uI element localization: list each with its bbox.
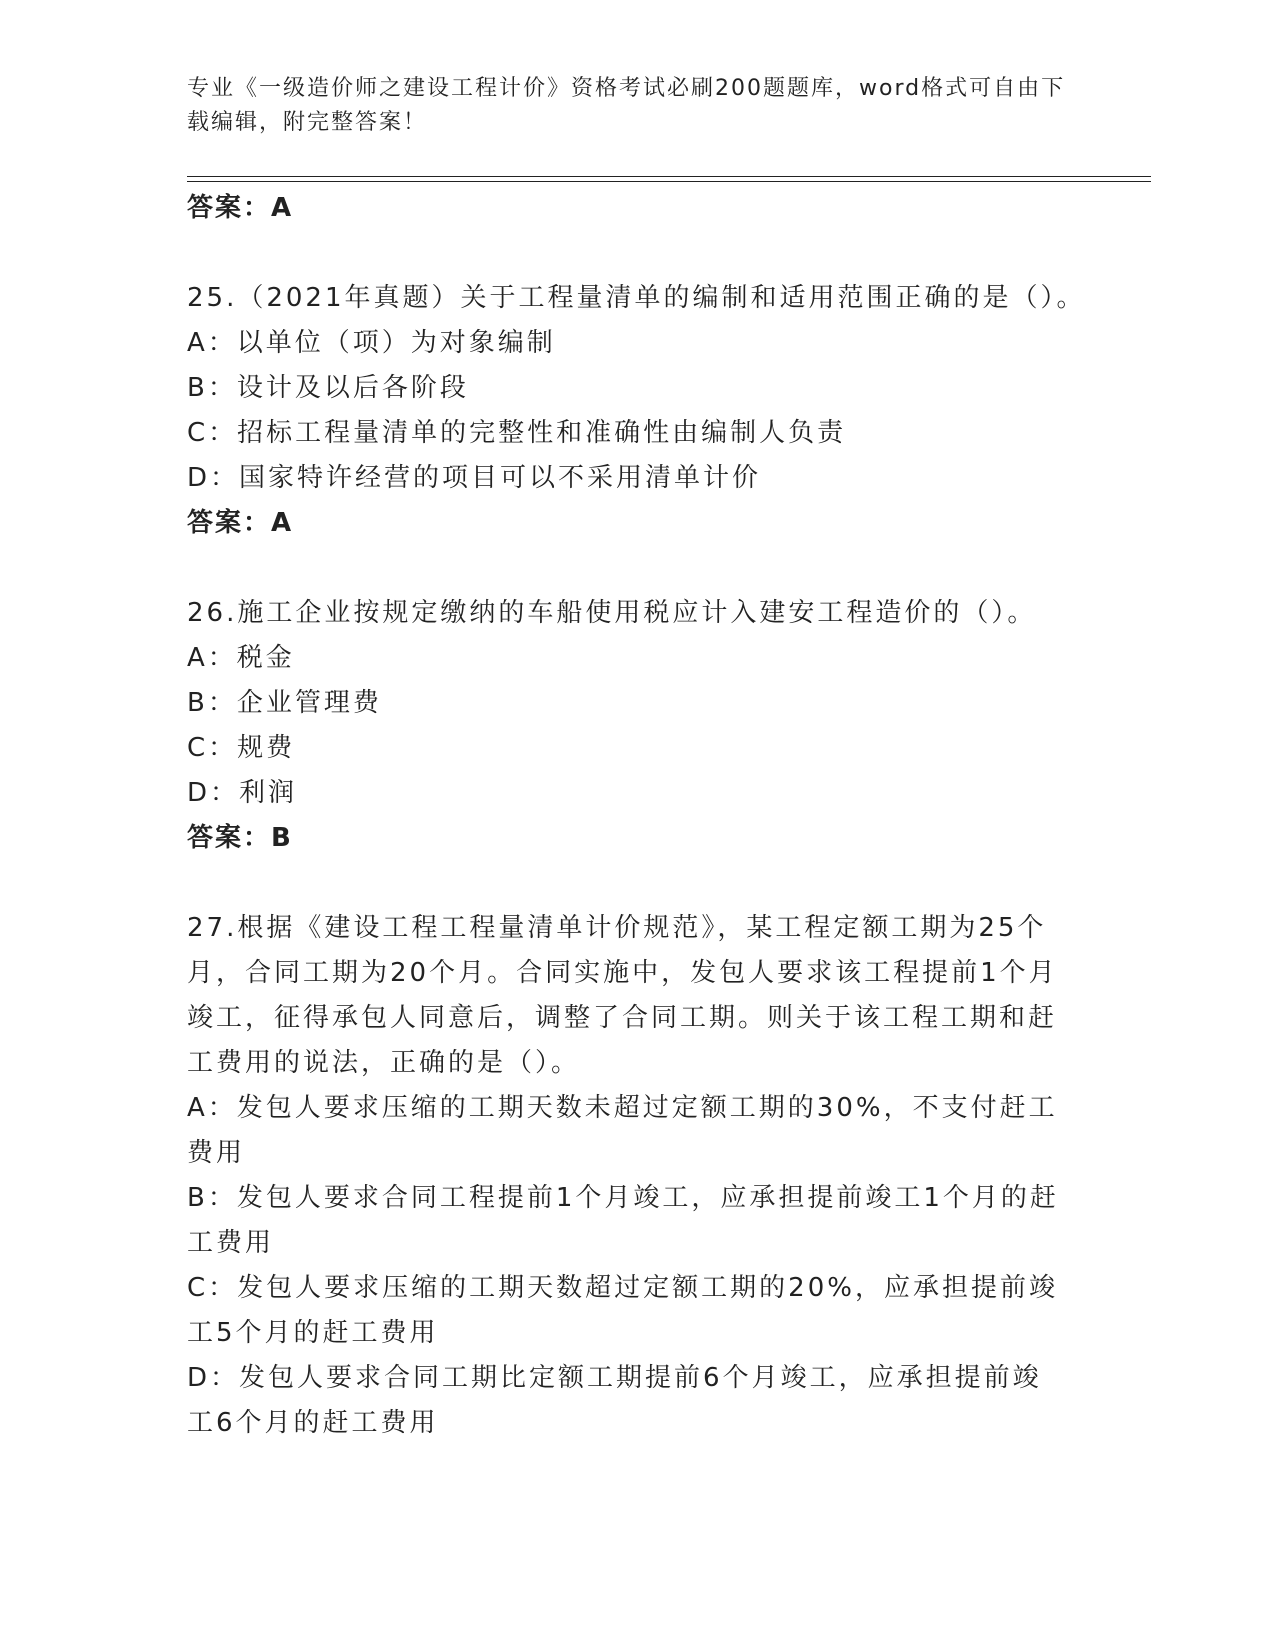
question-25-option-c: C：招标工程量清单的完整性和准确性由编制人负责: [187, 418, 847, 448]
spacer: [187, 546, 1067, 591]
document-intro: 专业《一级造价师之建设工程计价》资格考试必刷200题题库，word格式可自由下载编辑，附完整答案！: [187, 76, 1066, 135]
header-divider: [187, 176, 1151, 177]
question-25-option-b: B：设计及以后各阶段: [187, 373, 469, 403]
question-25-option-a: A：以单位（项）为对象编制: [187, 328, 556, 358]
spacer: [187, 231, 1067, 276]
previous-answer: 答案：A: [187, 193, 294, 223]
question-26-option-c: C：规费: [187, 733, 296, 763]
question-25-answer: 答案：A: [187, 508, 294, 538]
question-26-answer: 答案：B: [187, 823, 293, 853]
question-26-stem: 26.施工企业按规定缴纳的车船使用税应计入建安工程造价的（）。: [187, 598, 1037, 628]
question-27-option-a: A：发包人要求压缩的工期天数未超过定额工期的30%，不支付赶工费用: [187, 1093, 1058, 1168]
question-27-option-b: B：发包人要求合同工程提前1个月竣工，应承担提前竣工1个月的赶工费用: [187, 1183, 1059, 1258]
question-27-stem: 27.根据《建设工程工程量清单计价规范》，某工程定额工期为25个月，合同工期为20个月。合同实施中，发包人要求该工程提前1个月竣工，征得承包人同意后，调整了合同工期。则关于该工程工期和赶工费用的说法，正确的是（）。: [187, 913, 1058, 1078]
question-27-option-d: D：发包人要求合同工期比定额工期提前6个月竣工，应承担提前竣工6个月的赶工费用: [187, 1363, 1042, 1438]
question-26-option-d: D：利润: [187, 778, 298, 808]
question-25-stem: 25.（2021年真题）关于工程量清单的编制和适用范围正确的是（）。: [187, 283, 1086, 313]
spacer: [187, 861, 1067, 906]
question-content: [187, 186, 1086, 1446]
header-divider-secondary: [187, 181, 1151, 182]
question-26-option-b: B：企业管理费: [187, 688, 382, 718]
question-27-option-c: C：发包人要求压缩的工期天数超过定额工期的20%，应承担提前竣工5个月的赶工费用: [187, 1273, 1058, 1348]
question-25-option-d: D：国家特许经营的项目可以不采用清单计价: [187, 463, 762, 493]
question-26-option-a: A：税金: [187, 643, 295, 673]
